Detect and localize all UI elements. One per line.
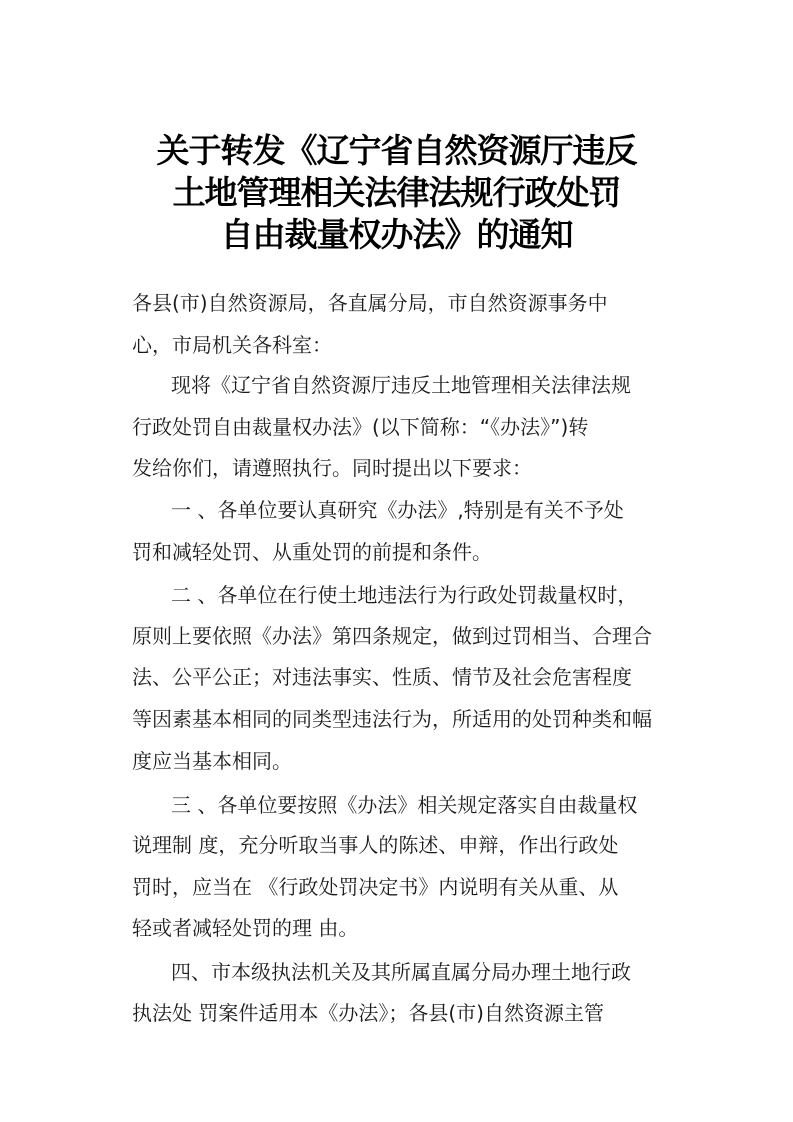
body-line-11: 等因素基本相同的同类型违法行为，所适用的处罚种类和幅 <box>132 707 652 731</box>
body-line-7: 罚和减轻处罚、从重处罚的前提和条件。 <box>132 540 492 564</box>
body-line-13: 三 、各单位要按照《办法》相关规定落实自由裁量权 <box>171 793 638 817</box>
body-line-2: 心，市局机关各科室： <box>132 333 332 357</box>
body-line-6: 一 、各单位要认真研究《办法》,特别是有关不予处 <box>171 498 624 522</box>
body-line-17: 四、市本级执法机关及其所属直属分局办理土地行政 <box>171 960 631 984</box>
body-line-10: 法、公平公正；对违法事实、性质、情节及社会危害程度 <box>132 665 632 689</box>
body-line-5: 发给你们，请遵照执行。同时提出以下要求： <box>132 456 532 480</box>
body-line-14: 说理制 度，充分听取当事人的陈述、申辩，作出行政处 <box>132 833 619 857</box>
title-line-3: 自由裁量权办法》的通知 <box>220 215 573 254</box>
title-line-1: 关于转发《辽宁省自然资源厅违反 <box>156 131 637 170</box>
body-line-18: 执法处 罚案件适用本《办法》；各县(市)自然资源主管 <box>132 1001 604 1025</box>
body-line-12: 度应当基本相同。 <box>132 749 292 773</box>
body-line-8: 二 、各单位在行使土地违法行为行政处罚裁量权时， <box>171 583 638 607</box>
body-line-9: 原则上要依照《办法》第四条规定，做到过罚相当、合理合 <box>132 624 652 648</box>
body-line-16: 轻或者减轻处罚的理 由。 <box>132 916 359 940</box>
body-line-4: 行政处罚自由裁量权办法》(以下简称：“《办法》”)转 <box>132 415 589 439</box>
body-line-1: 各县(市)自然资源局，各直属分局，市自然资源事务中 <box>132 291 608 315</box>
title-line-2: 土地管理相关法律法规行政处罚 <box>172 173 621 212</box>
document-title <box>0 130 793 256</box>
body-line-15: 罚时，应当在 《行政处罚决定书》内说明有关从重、从 <box>132 875 619 899</box>
body-line-3: 现将《辽宁省自然资源厅违反土地管理相关法律法规 <box>171 373 631 397</box>
